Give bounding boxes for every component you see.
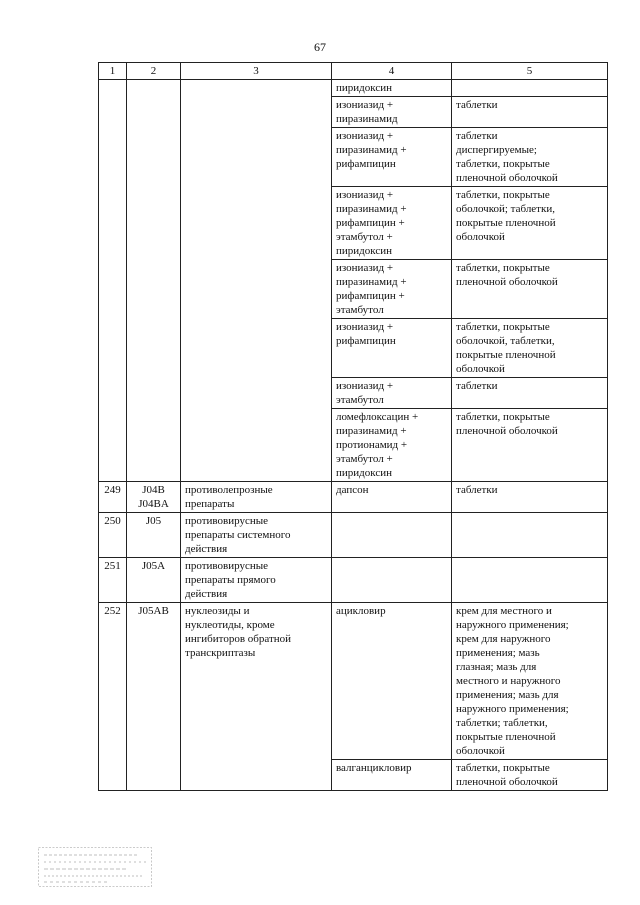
- dosage-form-cell-line: покрытые пленочной: [456, 349, 556, 361]
- number-cell-line: 250: [104, 515, 121, 527]
- number-cell: [99, 603, 127, 791]
- drug-name-cell: [332, 187, 452, 260]
- drug-name-cell-line: рифампицин +: [336, 217, 405, 229]
- group-cell-line: противовирусные: [185, 560, 269, 572]
- dosage-form-cell: [452, 558, 608, 603]
- dosage-form-cell-line: таблетки; таблетки,: [456, 717, 548, 729]
- drug-name-cell: [332, 558, 452, 603]
- dosage-form-cell-line: таблетки: [456, 99, 498, 111]
- table-row: [99, 80, 608, 97]
- drug-table: [98, 62, 608, 791]
- dosage-form-cell: [452, 409, 608, 482]
- registry-stamp: [38, 847, 152, 887]
- drug-name-cell-line: дапсон: [336, 484, 369, 496]
- dosage-form-cell-line: пленочной оболочкой: [456, 425, 558, 437]
- table-row: [99, 603, 608, 760]
- group-cell: [181, 80, 332, 482]
- number-cell: [99, 558, 127, 603]
- code-cell-line: J05AB: [138, 605, 169, 617]
- code-cell: [127, 558, 181, 603]
- number-cell: [99, 482, 127, 513]
- dosage-form-cell-line: диспергируемые;: [456, 144, 537, 156]
- dosage-form-cell-line: крем для местного и: [456, 605, 552, 617]
- drug-name-cell-line: валганцикловир: [336, 762, 412, 774]
- dosage-form-cell-line: таблетки: [456, 380, 498, 392]
- dosage-form-cell-line: таблетки, покрытые: [456, 262, 550, 274]
- drug-name-cell-line: изониазид +: [336, 130, 394, 142]
- group-cell-line: препараты: [185, 498, 235, 510]
- drug-name-cell-line: рифампицин +: [336, 290, 405, 302]
- dosage-form-cell: [452, 128, 608, 187]
- column-header-4: 4: [332, 63, 452, 80]
- code-cell-line: J04B: [142, 484, 165, 496]
- drug-name-cell-line: пиразинамид +: [336, 203, 407, 215]
- dosage-form-cell-line: оболочкой; таблетки,: [456, 203, 555, 215]
- dosage-form-cell-line: таблетки, покрытые: [456, 158, 550, 170]
- drug-name-cell-line: пиразинамид +: [336, 276, 407, 288]
- drug-name-cell: [332, 80, 452, 97]
- dosage-form-cell: [452, 187, 608, 260]
- number-cell-line: 252: [104, 605, 121, 617]
- page-number: 67: [314, 40, 326, 54]
- group-cell-line: ингибиторов обратной: [185, 633, 292, 645]
- code-cell: [127, 603, 181, 791]
- code-cell-line: J04BA: [138, 498, 169, 510]
- dosage-form-cell-line: глазная; мазь для: [456, 661, 537, 673]
- column-header-5: 5: [452, 63, 608, 80]
- dosage-form-cell: [452, 319, 608, 378]
- drug-name-cell-line: пиридоксин: [336, 245, 392, 257]
- dosage-form-cell-line: таблетки, покрытые: [456, 321, 550, 333]
- drug-name-cell-line: изониазид +: [336, 189, 394, 201]
- dosage-form-cell-line: оболочкой, таблетки,: [456, 335, 555, 347]
- group-cell-line: противолепрозные: [185, 484, 273, 496]
- dosage-form-cell-line: покрытые пленочной: [456, 731, 556, 743]
- dosage-form-cell: [452, 603, 608, 760]
- dosage-form-cell-line: применения; мазь для: [456, 689, 559, 701]
- dosage-form-cell-line: оболочкой: [456, 231, 505, 243]
- dosage-form-cell-line: пленочной оболочкой: [456, 776, 558, 788]
- table-row: [99, 513, 608, 558]
- drug-name-cell-line: пиразинамид +: [336, 144, 407, 156]
- drug-name-cell: [332, 513, 452, 558]
- number-cell-line: 251: [104, 560, 121, 572]
- drug-name-cell-line: рифампицин: [336, 158, 396, 170]
- table-row: [99, 558, 608, 603]
- drug-name-cell: [332, 128, 452, 187]
- code-cell-line: J05A: [141, 560, 166, 572]
- code-cell: [127, 80, 181, 482]
- dosage-form-cell-line: оболочкой: [456, 745, 505, 757]
- column-header-1: 1: [99, 63, 127, 80]
- drug-name-cell-line: ацикловир: [336, 605, 386, 617]
- dosage-form-cell: [452, 80, 608, 97]
- drug-name-cell-line: рифампицин: [336, 335, 396, 347]
- dosage-form-cell-line: местного и наружного: [456, 675, 561, 687]
- column-header-2: 2: [127, 63, 181, 80]
- dosage-form-cell: [452, 760, 608, 791]
- group-cell-line: препараты системного: [185, 529, 291, 541]
- dosage-form-cell-line: применения; мазь: [456, 647, 540, 659]
- dosage-form-cell-line: оболочкой: [456, 363, 505, 375]
- drug-name-cell: [332, 603, 452, 760]
- group-cell-line: противовирусные: [185, 515, 269, 527]
- group-cell-line: транскриптазы: [185, 647, 256, 659]
- drug-name-cell-line: изониазид +: [336, 321, 394, 333]
- drug-name-cell-line: этамбутол +: [336, 231, 393, 243]
- dosage-form-cell-line: таблетки, покрытые: [456, 411, 550, 423]
- drug-name-cell: [332, 760, 452, 791]
- drug-name-cell-line: пиразинамид +: [336, 425, 407, 437]
- dosage-form-cell-line: наружного применения;: [456, 619, 569, 631]
- dosage-form-cell-line: таблетки, покрытые: [456, 189, 550, 201]
- drug-name-cell-line: пиридоксин: [336, 82, 392, 94]
- dosage-form-cell: [452, 482, 608, 513]
- table-row: [99, 482, 608, 513]
- dosage-form-cell-line: пленочной оболочкой: [456, 172, 558, 184]
- dosage-form-cell: [452, 378, 608, 409]
- code-cell-line: J05: [145, 515, 162, 527]
- dosage-form-cell-line: таблетки: [456, 130, 498, 142]
- drug-name-cell-line: пиразинамид: [336, 113, 398, 125]
- drug-name-cell: [332, 409, 452, 482]
- column-header-3: 3: [181, 63, 332, 80]
- code-cell: [127, 513, 181, 558]
- table-header-row: [99, 63, 608, 80]
- group-cell-line: нуклеотиды, кроме: [185, 619, 275, 631]
- dosage-form-cell: [452, 260, 608, 319]
- dosage-form-cell-line: крем для наружного: [456, 633, 551, 645]
- drug-name-cell: [332, 97, 452, 128]
- dosage-form-cell: [452, 97, 608, 128]
- drug-name-cell: [332, 319, 452, 378]
- group-cell: [181, 603, 332, 791]
- group-cell-line: препараты прямого: [185, 574, 276, 586]
- dosage-form-cell-line: наружного применения;: [456, 703, 569, 715]
- group-cell: [181, 482, 332, 513]
- drug-name-cell-line: пиридоксин: [336, 467, 392, 479]
- group-cell-line: действия: [185, 543, 228, 555]
- code-cell: [127, 482, 181, 513]
- drug-name-cell-line: изониазид +: [336, 380, 394, 392]
- drug-name-cell-line: ломефлоксацин +: [336, 411, 419, 423]
- number-cell: [99, 80, 127, 482]
- drug-name-cell: [332, 378, 452, 409]
- number-cell-line: 249: [104, 484, 121, 496]
- drug-name-cell-line: изониазид +: [336, 99, 394, 111]
- dosage-form-cell: [452, 513, 608, 558]
- drug-name-cell-line: изониазид +: [336, 262, 394, 274]
- group-cell-line: действия: [185, 588, 228, 600]
- drug-name-cell-line: этамбутол +: [336, 453, 393, 465]
- drug-name-cell: [332, 260, 452, 319]
- group-cell-line: нуклеозиды и: [185, 605, 250, 617]
- dosage-form-cell-line: покрытые пленочной: [456, 217, 556, 229]
- drug-name-cell: [332, 482, 452, 513]
- dosage-form-cell-line: пленочной оболочкой: [456, 276, 558, 288]
- group-cell: [181, 558, 332, 603]
- drug-name-cell-line: протионамид +: [336, 439, 408, 451]
- drug-name-cell-line: этамбутол: [336, 394, 384, 406]
- group-cell: [181, 513, 332, 558]
- drug-name-cell-line: этамбутол: [336, 304, 384, 316]
- dosage-form-cell-line: таблетки, покрытые: [456, 762, 550, 774]
- dosage-form-cell-line: таблетки: [456, 484, 498, 496]
- number-cell: [99, 513, 127, 558]
